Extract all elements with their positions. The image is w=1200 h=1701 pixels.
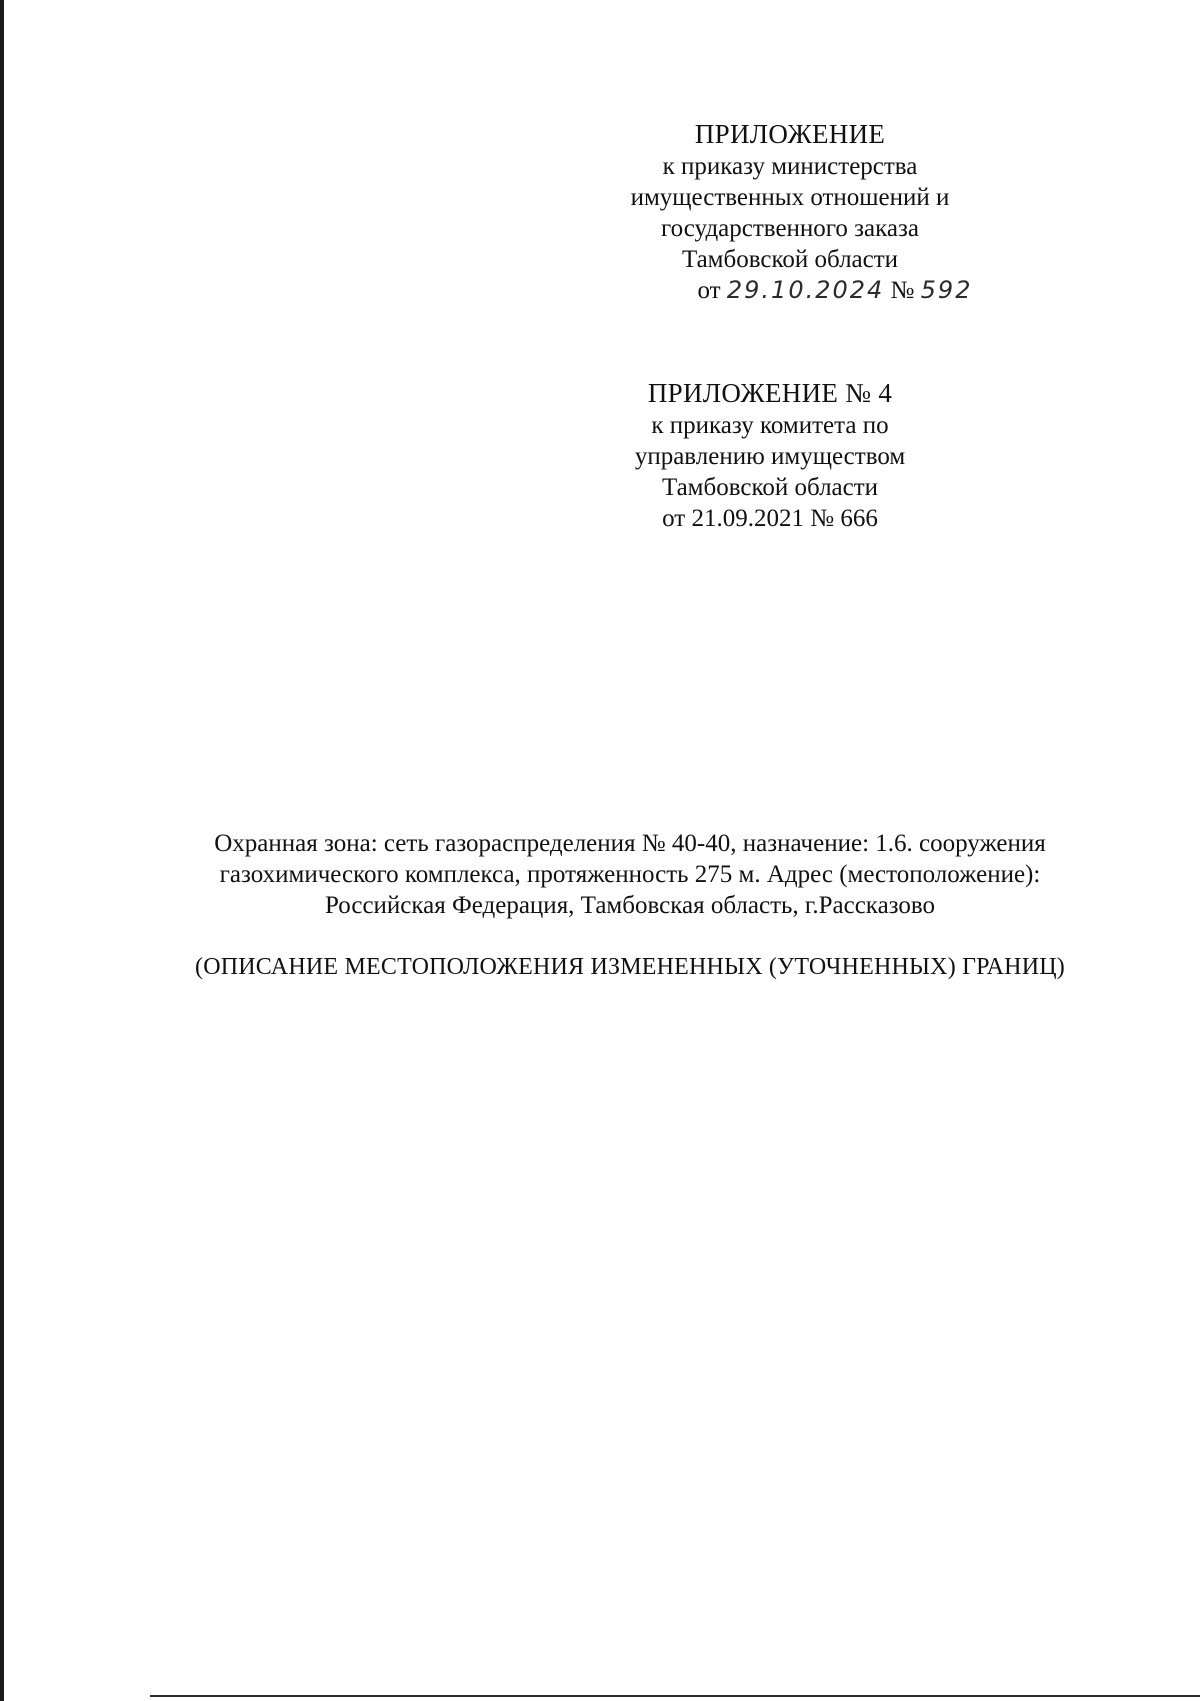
boundaries-subtitle: (ОПИСАНИЕ МЕСТОПОЛОЖЕНИЯ ИЗМЕНЕННЫХ (УТОЧНЕННЫХ) ГРАНИЦ) — [195, 954, 1065, 980]
scan-bottom-edge — [150, 1695, 1200, 1697]
zone-description — [100, 828, 1160, 921]
appendix-4-line: Тамбовской области — [661, 474, 879, 501]
appendix-current-line: имущественных отношений и — [630, 184, 950, 211]
appendix-4-title: ПРИЛОЖЕНИЕ № 4 — [647, 378, 893, 408]
scan-left-edge — [0, 0, 4, 1701]
appendix-current-title: ПРИЛОЖЕНИЕ — [694, 119, 886, 149]
handwritten-date: 29.10.2024 — [726, 276, 885, 304]
zone-description-line: газохимического комплекса, протяженность 275 м. Адрес (местоположение): — [219, 861, 1041, 888]
appendix-current-line: к приказу министерства — [662, 153, 918, 180]
appendix-current-line: государственного заказа — [661, 215, 919, 242]
appendix-current-line: Тамбовской области — [681, 246, 899, 273]
zone-description-line: Охранная зона: сеть газораспределения № 40-40, назначение: 1.6. сооружения — [214, 830, 1046, 857]
appendix-4-line: управлению имуществом — [634, 443, 906, 470]
handwritten-number: 592 — [920, 276, 973, 304]
date-prefix: от — [697, 277, 721, 304]
appendix-current-block — [530, 118, 1050, 306]
appendix-4-line: от 21.09.2021 № 666 — [662, 505, 878, 532]
appendix-current-date-line — [530, 275, 1050, 306]
appendix-4-line: к приказу комитета по — [651, 412, 889, 439]
zone-description-line: Российская Федерация, Тамбовская область, г.Рассказово — [324, 892, 936, 919]
appendix-4-block — [510, 377, 1030, 534]
number-sign: № — [890, 277, 915, 304]
